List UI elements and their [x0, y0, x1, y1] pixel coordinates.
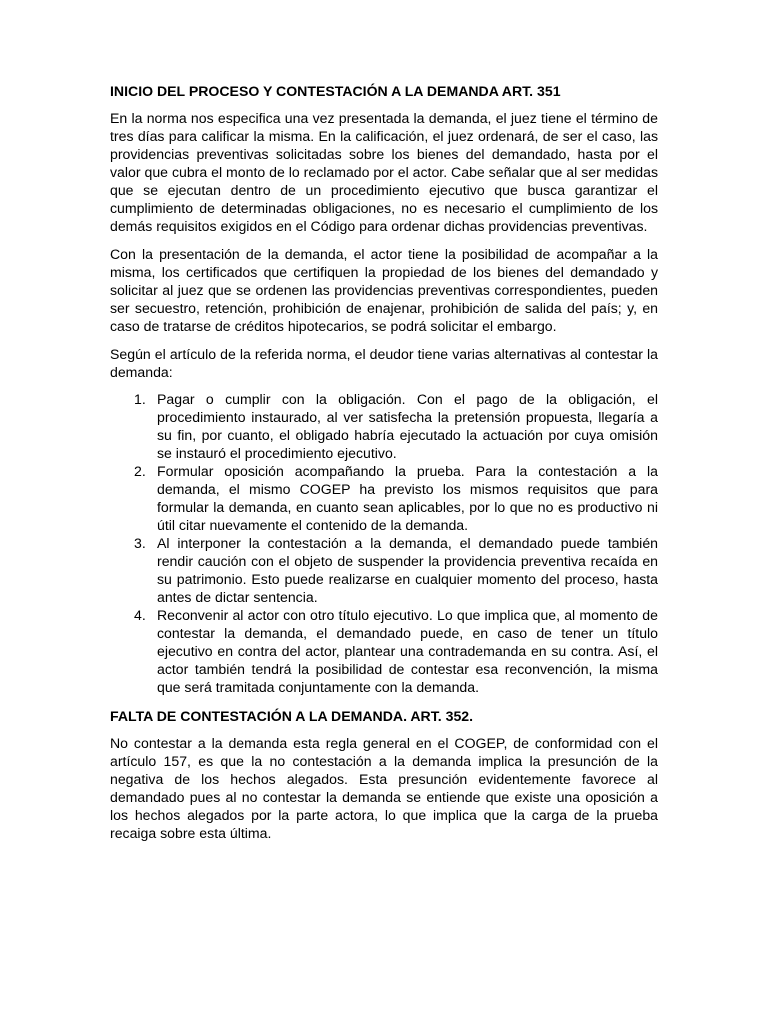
list-item [110, 390, 658, 462]
list-item-text: Reconvenir al actor con otro título ejecutivo. Lo que implica que, al momento de contestar la demanda, el demandado puede, en caso de tener un título ejecutivo en contra del actor, plantear una contrademanda en su contra. Así, el actor también tendrá la posibilidad de contestar esa reconvención, la misma que será tramitada conjuntamente con la demanda. [157, 607, 658, 695]
list-item [110, 462, 658, 534]
paragraph-no-contestacion: No contestar a la demanda esta regla general en el COGEP, de conformidad con el artículo 157, es que la no contestación a la demanda implica la presunción de la negativa de los hechos alegados. Esta presunción evidentemente favorece al demandado pues al no contestar la demanda se entiende que existe una oposición a los hechos alegados por la parte actora, lo que implica que la carga de la prueba recaiga sobre esta última. [110, 735, 658, 841]
list-item-number: 4. [134, 607, 146, 623]
list-item-text: Formular oposición acompañando la prueba. Para la contestación a la demanda, el mismo COGEP ha previsto los mismos requisitos que para formular la demanda, en cuanto sean aplicables, por lo que no es productivo ni útil citar nuevamente el contenido de la demanda. [157, 463, 658, 533]
list-item-text: Al interponer la contestación a la demanda, el demandado puede también rendir caución con el objeto de suspender la providencia preventiva recaída en su patrimonio. Esto puede realizarse en cualquier momento del proceso, hasta antes de dictar sentencia. [157, 535, 658, 605]
section-heading-inicio-del-proceso: INICIO DEL PROCESO Y CONTESTACIÓN A LA DEMANDA ART. 351 [110, 83, 561, 99]
list-item-number: 1. [134, 391, 146, 407]
list-item [110, 534, 658, 606]
paragraph-calificacion: En la norma nos especifica una vez presentada la demanda, el juez tiene el término de tres días para calificar la misma. En la calificación, el juez ordenará, de ser el caso, las providencias preventivas solicitadas sobre los bienes del demandado, hasta por el valor que cubra el monto de lo reclamado por el actor. Cabe señalar que al ser medidas que se ejecutan dentro de un procedimiento ejecutivo que busca garantizar el cumplimiento de determinadas obligaciones, no es necesario el cumplimiento de los demás requisitos exigidos en el Código para ordenar dichas providencias preventivas. [110, 110, 658, 234]
document-page [110, 82, 658, 852]
list-item-number: 3. [134, 535, 146, 551]
list-item-number: 2. [134, 463, 146, 479]
alternatives-list [110, 390, 658, 696]
list-item-text: Pagar o cumplir con la obligación. Con el pago de la obligación, el procedimiento instaurado, al ver satisfecha la pretensión propuesta, llegaría a su fin, por cuanto, el obligado habría ejecutado la actuación por cuya omisión se instauró el procedimiento ejecutivo. [157, 391, 658, 461]
section-heading-falta-de-contestacion: FALTA DE CONTESTACIÓN A LA DEMANDA. ART. 352. [110, 708, 474, 724]
list-item [110, 606, 658, 696]
paragraph-alternativas-deudor: Según el artículo de la referida norma, el deudor tiene varias alternativas al contestar la demanda: [110, 346, 658, 380]
paragraph-presentacion-demanda: Con la presentación de la demanda, el actor tiene la posibilidad de acompañar a la misma, los certificados que certifiquen la propiedad de los bienes del demandado y solicitar al juez que se ordenen las providencias preventivas correspondientes, pueden ser secuestro, retención, prohibición de enajenar, prohibición de salida del país; y, en caso de tratarse de créditos hipotecarios, se podrá solicitar el embargo. [110, 246, 658, 334]
